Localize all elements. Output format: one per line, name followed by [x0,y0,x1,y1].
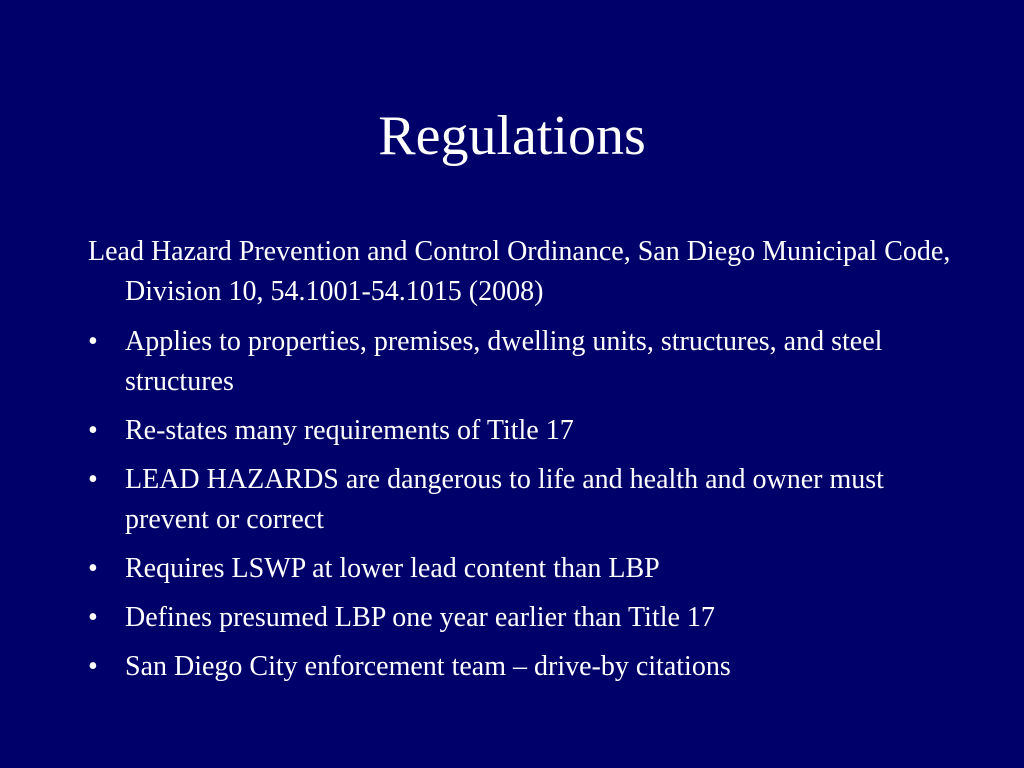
slide-title: Regulations [378,105,646,167]
bullet-item [88,647,948,687]
bullet-marker: • [88,651,98,682]
bullet-text: LEAD HAZARDS are dangerous to life and health and owner must prevent or correct [125,464,884,535]
bullet-marker: • [88,553,98,584]
bullet-item [88,460,948,540]
bullet-text: Requires LSWP at lower lead content than LBP [125,553,660,584]
bullet-marker: • [88,326,98,357]
bullet-item [88,411,948,451]
bullet-item [88,549,948,589]
bullet-text: Applies to properties, premises, dwelling units, structures, and steel structures [125,326,883,397]
bullet-marker: • [88,415,98,446]
bullet-list [88,322,948,696]
intro-paragraph: Lead Hazard Prevention and Control Ordinance, San Diego Municipal Code, Division 10, 54.1001-54.1015 (2008) [88,236,951,307]
bullet-marker: • [88,602,98,633]
bullet-text: San Diego City enforcement team – drive-by citations [125,651,731,682]
bullet-item [88,598,948,638]
bullet-text: Defines presumed LBP one year earlier than Title 17 [125,602,715,633]
bullet-item [88,322,948,402]
bullet-text: Re-states many requirements of Title 17 [125,415,574,446]
bullet-marker: • [88,464,98,495]
